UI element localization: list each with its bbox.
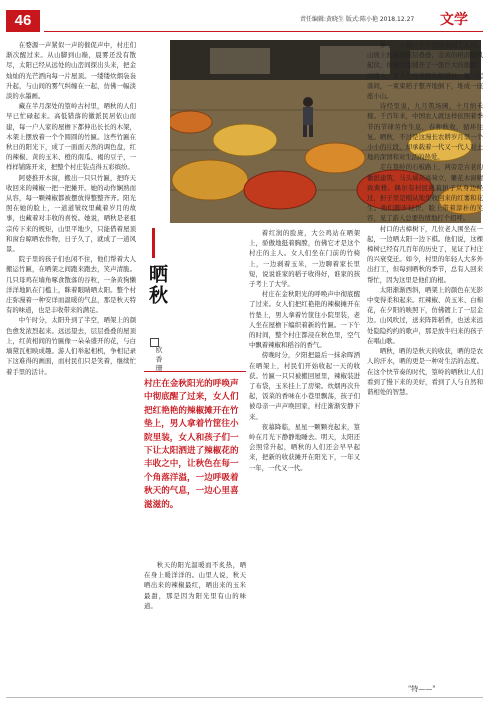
paragraph: 诗经里说，九月筑场圃，十月纳禾稼。千百年来，中国农人就这样依照着季节的节律劳作生息，春种秋收，循环往复。晒秋，不过是这漫长农耕岁月里一个小小的片段，却承载着一代又一代人对土地的深情和对生活的热爱。	[367, 102, 483, 162]
paragraph: 村口的古樟树下，几位老人围坐在一起，一边晒太阳一边下棋。他们说，这棵樟树已经有几百年的历史了，见证了村庄的兴衰变迁。如今，村里的年轻人大多外出打工，但每到晒秋的季节，总有人回来帮忙，因为这里是他们的根。	[367, 224, 483, 284]
paragraph: 藏在半月深处的篁岭古村里，晒秋的人们早已忙碌起来。高低错落的徽派民居依山而建，每一户人家的屋檐下都伸出长长的木架，木架上摆放着一个个圆圆的竹匾。这些竹匾在秋日的阳光下，成了一面面天然的调色盘，红的辣椒、黄的玉米、橙的南瓜、褐的豆子，一样样铺陈开来，把整个村庄装点得五彩缤纷。	[6, 102, 136, 172]
paragraph: 中午时分，太阳升到了半空，晒架上的颜色愈发浓烈起来。远远望去，层层叠叠的屋顶上，红黄相间的竹匾像一朵朵盛开的花，与白墙黛瓦相映成趣。游人们举起相机，争相记录下这难得的画面，而村民们只是笑着，继续忙着手里的活计。	[6, 316, 136, 376]
paragraph: 走在篁岭的石板路上，两旁是古老的徽派建筑，马头墙高高耸立，雕花木窗精致典雅。偶尔有村民挑着担子从身边经过，担子里是刚从地里收回来的红薯和花生。他们脚步轻快，脸上带着淳朴的笑容，见了游人总要热情地打个招呼。	[367, 163, 483, 223]
paragraph: 村庄在金秋阳光的呼唤声中彻底醒了过来。女人们把红艳艳的辣椒摊开在竹垫上，男人拿着竹筐往小院里装，老人坐在屋檐下编织着新的竹匾。一下午的时间，整个村庄都浸在秋色里，空气中飘着辣椒和稻谷的香气。	[249, 290, 360, 350]
paragraph: 棒子，太阳一下子就降临到了人间。山坡上的梯田层层叠叠，金黄的稻浪随风起伏，仿佛大地铺开了一张巨大的地毯。田埂上，农人们弯着腰收割稻谷，镰刀起落间，一束束稻子整齐地倒下，堆成一座座小山。	[367, 41, 483, 101]
pull-quote: 村庄在金秋阳光的呼唤声中彻底醒了过来，女人们把红艳艳的辣椒摊开在竹垫上，男人拿着竹筐往小院里装，女人和孩子们一下让太阳洒进了辣椒花的丰收之中，让秋色在每一个角落洋溢，一边呼吸着秋天的气息，一边心里喜滋滋的。	[144, 379, 239, 510]
bottom-rule	[6, 697, 483, 698]
pullquote-rule	[144, 371, 246, 372]
paragraph: 傍晚时分，夕阳把最后一抹余晖洒在晒架上，村民们开始收起一天的收获。竹匾一只只被搬回屋里，辣椒装进了布袋，玉米挂上了房梁。炊烟再次升起，饭菜的香味在小巷里飘荡，孩子们被母亲一声声唤回家，村庄渐渐安静下来。	[249, 351, 360, 421]
article-title: 晒秋	[146, 264, 168, 306]
paragraph: 院子里的孩子们也闲不住，他们帮着大人搬运竹匾，在晒架之间跑来跑去，笑声清脆。几只母鸡在墙角啄食散落的谷粒，一条黄狗懒洋洋地趴在门槛上，眯着眼睛晒太阳。整个村庄弥漫着一种安详而温暖的气息，那是秋天特有的味道，也是丰收带来的满足。	[6, 255, 136, 315]
paragraph: 太阳渐渐西斜，晒架上的颜色在光影中变得柔和起来。红辣椒、黄玉米、白棉花，在夕阳的映照下，仿佛镀上了一层金边。山风吹过，送来阵阵稻香，也送来远处隐隐约约的歌声，那是放牛归来的孩子在唱山歌。	[367, 285, 483, 345]
body-column-under-quote	[144, 560, 246, 690]
body-column-1	[6, 40, 136, 690]
header-editor-meta: 责任编辑:黄晓生 版式:陈小艳 2018.12.27	[300, 16, 415, 23]
body-column-3	[367, 40, 483, 690]
article-byline: 欧 香 珊	[155, 346, 163, 372]
page-number: 46	[6, 10, 40, 32]
paragraph: 着红润的脸庞，大公鸡站在晒架上，骄傲地挺着胸膛，仿佛它才是这个村庄的主人。女人们坐在门前的竹椅上，一边剥着玉米，一边聊着家长里短，说说谁家的稻子收得好，谁家的孩子考上了大学。	[249, 229, 360, 289]
paragraph: 晒秋，晒的是秋天的收获，晒的是农人的汗水，晒的更是一种对生活的态度。在这个快节奏的时代，篁岭的晒秋让人们看到了慢下来的美好，看到了人与自然和谐相处的智慧。	[367, 347, 483, 396]
paragraph: 秋天的阳光温暖而不炙热，晒在身上暖洋洋的。山里人说，秋天晒出来的辣椒最红，晒出来的玉米最甜，那是因为阳光里有山的味道。	[144, 561, 246, 610]
article-end-mark: "特——"	[408, 685, 436, 693]
paragraph: 夜幕降临，星星一颗颗亮起来，篁岭在月光下静静地睡去。明天，太阳还会照常升起，晒秋的人们还会早早起来，把新的收获摊开在阳光下，一年又一年，一代又一代。	[249, 422, 360, 472]
section-name: 文学	[440, 12, 468, 28]
header-rule	[44, 31, 483, 32]
paragraph: 阿婆推开木窗，搬出一只只竹匾，把昨天收回来的辣椒一把一把摊开。她的动作娴熟而从容，每一颗辣椒都被摆放得整整齐齐。阳光照在她的脸上，一道道皱纹里藏着岁月的故事，也藏着对丰收的喜悦。她说，晒秋是老祖宗传下来的规矩，山里平地少，只能借着屋顶和窗台晾晒农作物，日子久了，就成了一道风景。	[6, 173, 136, 254]
title-accent-bar	[152, 228, 155, 258]
body-column-2	[249, 228, 360, 690]
paragraph: 在婺源一声紧似一声的催促声中，村庄们渐次醒过来。从山脚到山巅，晨雾还没有散尽，太阳已经从远处的山峦间探出头来，把金灿灿的光芒洒向每一片屋顶。一缕缕炊烟袅袅升起，与山间的雾气纠缠在一起，仿佛一幅淡淡的水墨画。	[6, 41, 136, 101]
